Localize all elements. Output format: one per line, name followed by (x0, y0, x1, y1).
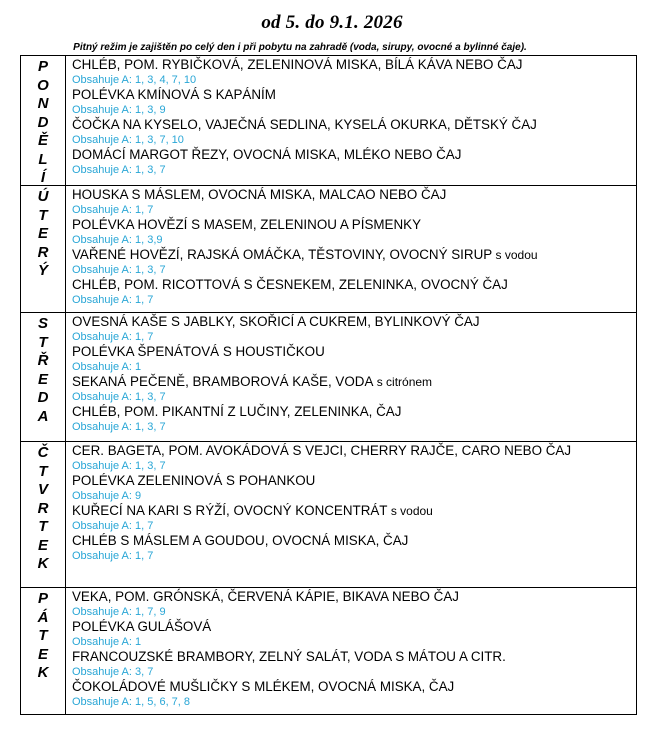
allergen-info: Obsahuje A: 1, 7 (72, 294, 154, 306)
meal-text: CHLÉB, POM. RICOTTOVÁ S ČESNEKEM, ZELENINKA, OVOCNÝ ČAJ (72, 277, 508, 292)
day-letter: R (37, 499, 49, 517)
meal-text: VEKA, POM. GRÓNSKÁ, ČERVENÁ KÁPIE, BIKAVA NEBO ČAJ (72, 589, 459, 604)
day-letter: Č (37, 444, 49, 461)
day-row (21, 588, 636, 714)
meal-text: POLÉVKA KMÍNOVÁ S KAPÁNÍM (72, 87, 276, 102)
allergen-info: Obsahuje A: 1, 3,9 (72, 234, 163, 246)
meal-item (72, 87, 636, 103)
allergen-info: Obsahuje A: 1, 3, 7 (72, 264, 166, 276)
day-label (21, 186, 66, 312)
meal-extra: s vodou (387, 504, 433, 518)
day-letter: E (37, 225, 48, 242)
day-letter: A (37, 407, 49, 425)
allergen-info: Obsahuje A: 1, 5, 6, 7, 8 (72, 696, 191, 708)
meal-text: SEKANÁ PEČENĚ, BRAMBOROVÁ KAŠE, VODA (72, 374, 374, 389)
allergen-info: Obsahuje A: 1 (72, 636, 142, 648)
day-letter: E (37, 645, 48, 663)
weekly-menu-table (20, 55, 637, 715)
meal-item (72, 187, 636, 203)
meal-text: POLÉVKA ŠPENÁTOVÁ S HOUSTIČKOU (72, 344, 325, 359)
day-letter: S (37, 315, 48, 332)
day-letter: Ú (37, 188, 49, 205)
day-letter: D (37, 113, 49, 131)
meal-text: POLÉVKA GULÁŠOVÁ (72, 619, 212, 634)
day-letter: N (37, 95, 49, 112)
meal-item (72, 443, 636, 459)
day-letter: T (38, 206, 48, 224)
day-meals (66, 588, 636, 714)
meal-extra: s vodou (492, 248, 538, 262)
meal-text: DOMÁCÍ MARGOT ŘEZY, OVOCNÁ MISKA, MLÉKO NEBO ČAJ (72, 147, 462, 162)
meal-text: ČOKOLÁDOVÉ MUŠLIČKY S MLÉKEM, OVOCNÁ MISKA, ČAJ (72, 679, 455, 694)
allergen-info: Obsahuje A: 1, 7 (72, 204, 154, 216)
meal-text: ČOČKA NA KYSELO, VAJEČNÁ SEDLINA, KYSELÁ OKURKA, DĚTSKÝ ČAJ (72, 117, 537, 132)
meal-text: POLÉVKA HOVĚZÍ S MASEM, ZELENINOU A PÍSMENKY (72, 217, 421, 232)
meal-item (72, 117, 636, 133)
allergen-info: Obsahuje A: 1, 3, 9 (72, 104, 166, 116)
day-letter: Ý (37, 262, 48, 279)
meal-text: HOUSKA S MÁSLEM, OVOCNÁ MISKA, MALCAO NEBO ČAJ (72, 187, 447, 202)
day-row (21, 186, 636, 313)
day-meals (66, 442, 636, 587)
drinking-regime-note: Pitný režim je zajištěn po celý den i při pobytu na zahradě (voda, sirupy, ovocné a bylinné čaje). (73, 42, 527, 53)
meal-item (72, 679, 636, 695)
meal-item (72, 473, 636, 489)
day-letter: Ř (37, 352, 49, 369)
meal-item (72, 374, 636, 390)
meal-item (72, 619, 636, 635)
meal-extra: s citrónem (373, 375, 433, 389)
day-letter: T (38, 333, 48, 351)
allergen-info: Obsahuje A: 1, 3, 7 (72, 164, 166, 176)
day-label (21, 588, 66, 714)
day-meals (66, 186, 636, 312)
meal-item (72, 314, 636, 330)
meal-item (72, 404, 636, 420)
day-letter: V (37, 481, 48, 498)
meal-text: CER. BAGETA, POM. AVOKÁDOVÁ S VEJCI, CHERRY RAJČE, CARO NEBO ČAJ (72, 443, 572, 458)
allergen-info: Obsahuje A: 1, 7 (72, 550, 154, 562)
allergen-info: Obsahuje A: 1, 3, 7 (72, 391, 166, 403)
allergen-info: Obsahuje A: 1, 7 (72, 331, 154, 343)
day-letter: T (38, 518, 48, 535)
day-letter: T (38, 462, 48, 480)
meal-item (72, 503, 636, 519)
meal-item (72, 147, 636, 163)
meal-text: POLÉVKA ZELENINOVÁ S POHANKOU (72, 473, 316, 488)
meal-text: KUŘECÍ NA KARI S RÝŽÍ, OVOCNÝ KONCENTRÁT (72, 503, 388, 518)
meal-item (72, 649, 636, 665)
day-label (21, 442, 66, 587)
allergen-info: Obsahuje A: 1, 3, 7 (72, 421, 166, 433)
allergen-info: Obsahuje A: 3, 7 (72, 666, 154, 678)
allergen-info: Obsahuje A: 1 (72, 361, 142, 373)
meal-item (72, 344, 636, 360)
page-title: od 5. do 9.1. 2026 (261, 12, 403, 33)
meal-text: FRANCOUZSKÉ BRAMBORY, ZELNÝ SALÁT, VODA S MÁTOU A CITR. (72, 649, 506, 664)
day-letter: P (37, 58, 48, 75)
day-letter: P (37, 590, 48, 607)
day-letter: E (37, 370, 48, 388)
meal-item (72, 533, 636, 549)
meal-text: CHLÉB, POM. PIKANTNÍ Z LUČINY, ZELENINKA, ČAJ (72, 404, 402, 419)
meal-item (72, 247, 636, 263)
day-letter: D (37, 389, 49, 406)
day-row (21, 56, 636, 186)
day-letter: R (37, 243, 49, 261)
meal-item (72, 277, 636, 293)
day-letter: K (37, 555, 49, 572)
meal-item (72, 589, 636, 605)
allergen-info: Obsahuje A: 1, 7, 9 (72, 606, 166, 618)
day-row (21, 442, 636, 588)
day-meals (66, 313, 636, 441)
meal-text: VAŘENÉ HOVĚZÍ, RAJSKÁ OMÁČKA, TĚSTOVINY, OVOCNÝ SIRUP (72, 247, 493, 262)
day-label (21, 313, 66, 441)
day-label (21, 56, 66, 185)
meal-item (72, 217, 636, 233)
day-letter: Ě (37, 132, 48, 149)
allergen-info: Obsahuje A: 1, 7 (72, 520, 154, 532)
day-letter: E (37, 536, 48, 554)
day-letter: L (38, 150, 48, 168)
day-letter: O (37, 76, 49, 94)
allergen-info: Obsahuje A: 1, 3, 4, 7, 10 (72, 74, 197, 86)
day-letter: T (38, 627, 48, 644)
day-letter: K (37, 664, 49, 681)
meal-text: OVESNÁ KAŠE S JABLKY, SKOŘICÍ A CUKREM, BYLINKOVÝ ČAJ (72, 314, 480, 329)
day-letter: Í (40, 169, 46, 186)
allergen-info: Obsahuje A: 1, 3, 7 (72, 460, 166, 472)
day-meals (66, 56, 636, 185)
allergen-info: Obsahuje A: 1, 3, 7, 10 (72, 134, 184, 146)
meal-item (72, 57, 636, 73)
meal-text: CHLÉB, POM. RYBIČKOVÁ, ZELENINOVÁ MISKA, BÍLÁ KÁVA NEBO ČAJ (72, 57, 523, 72)
meal-text: CHLÉB S MÁSLEM A GOUDOU, OVOCNÁ MISKA, ČAJ (72, 533, 409, 548)
day-letter: Á (37, 608, 49, 626)
allergen-info: Obsahuje A: 9 (72, 490, 142, 502)
day-row (21, 313, 636, 442)
